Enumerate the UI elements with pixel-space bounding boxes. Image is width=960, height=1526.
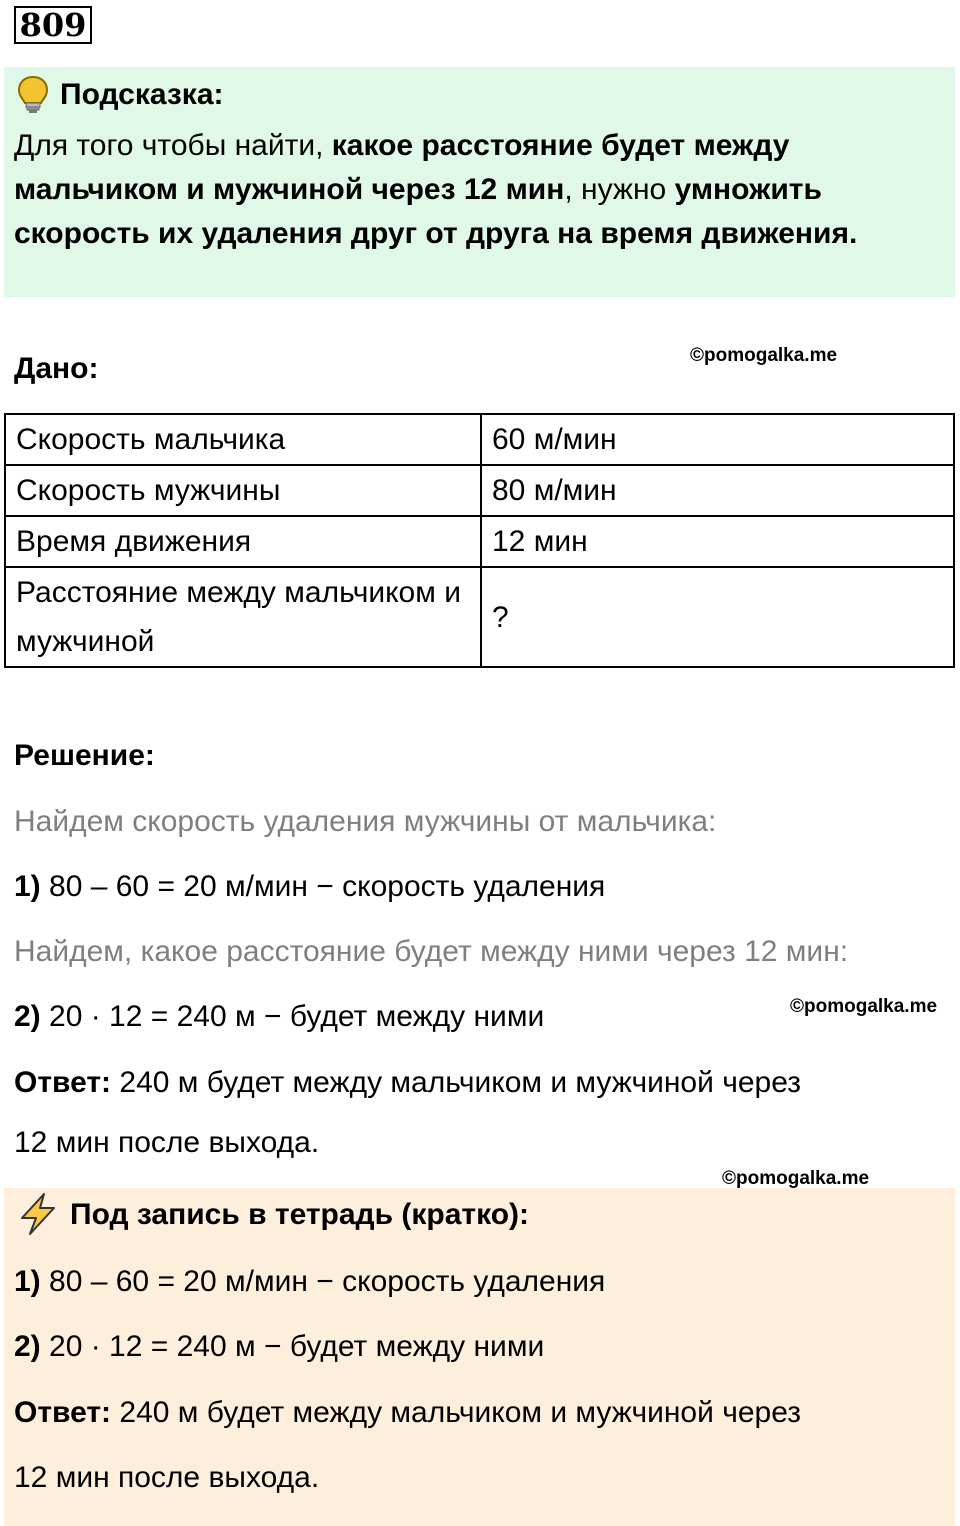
watermark: ©pomogalka.me <box>790 996 938 1017</box>
solution-explain-1: Найдем скорость удаления мужчины от мальчика: <box>14 805 717 838</box>
solution-answer-cont: 12 мин после выхода. <box>14 1126 320 1159</box>
table-row <box>5 414 954 465</box>
table-cell-label: Скорость мальчика <box>5 414 481 465</box>
table-cell-label: Скорость мужчины <box>5 465 481 516</box>
lightbulb-icon <box>16 74 50 114</box>
table-cell-label: Время движения <box>5 516 481 567</box>
notebook-step-2 <box>14 1330 544 1364</box>
solution-step-1 <box>14 870 605 904</box>
notebook-step-1 <box>14 1265 605 1299</box>
hint-text <box>14 124 934 256</box>
table-row <box>5 465 954 516</box>
watermark: ©pomogalka.me <box>722 1168 870 1189</box>
table-cell-value: 80 м/мин <box>481 465 954 516</box>
solution-heading: Решение: <box>14 739 155 772</box>
step-number: 2) <box>14 1330 41 1363</box>
table-cell-value: 60 м/мин <box>481 414 954 465</box>
step-number: 1) <box>14 870 41 903</box>
step-number: 2) <box>14 1000 41 1033</box>
step-text: 80 – 60 = 20 м/мин − скорость удаления <box>40 870 606 903</box>
hint-bold-part: умножить скорость их удаления друг от друга на время движения. <box>14 173 858 250</box>
lightning-icon <box>16 1192 60 1236</box>
solution-answer <box>14 1066 801 1100</box>
given-heading: Дано: <box>14 352 99 385</box>
answer-label: Ответ: <box>14 1396 112 1429</box>
notebook-answer <box>14 1396 801 1430</box>
hint-text-part: , нужно <box>564 173 675 206</box>
answer-label: Ответ: <box>14 1066 112 1099</box>
table-cell-label: Расстояние между мальчиком и мужчиной <box>5 567 481 667</box>
notebook-answer-cont: 12 мин после выхода. <box>14 1461 320 1494</box>
solution-explain-2: Найдем, какое расстояние будет между ними через 12 мин: <box>14 935 849 968</box>
watermark: ©pomogalka.me <box>690 345 838 366</box>
step-text: 20 · 12 = 240 м − будет между ними <box>40 1330 545 1363</box>
given-table <box>4 413 955 668</box>
notebook-title: Под запись в тетрадь (кратко): <box>70 1198 530 1231</box>
hint-text-part: Для того чтобы найти, <box>14 129 332 162</box>
table-cell-value: 12 мин <box>481 516 954 567</box>
table-cell-value: ? <box>481 567 954 667</box>
answer-text: 240 м будет между мальчиком и мужчиной через <box>111 1066 801 1099</box>
hint-bold-part: какое расстояние будет между мальчиком и мужчиной через 12 мин <box>14 129 790 206</box>
step-text: 80 – 60 = 20 м/мин − скорость удаления <box>40 1265 606 1298</box>
table-row <box>5 567 954 667</box>
step-text: 20 · 12 = 240 м − будет между ними <box>40 1000 545 1033</box>
step-number: 1) <box>14 1265 41 1298</box>
table-row <box>5 516 954 567</box>
solution-step-2 <box>14 1000 544 1034</box>
answer-text: 240 м будет между мальчиком и мужчиной через <box>111 1396 801 1429</box>
hint-title: Подсказка: <box>60 78 224 111</box>
problem-number: 809 <box>14 6 92 44</box>
